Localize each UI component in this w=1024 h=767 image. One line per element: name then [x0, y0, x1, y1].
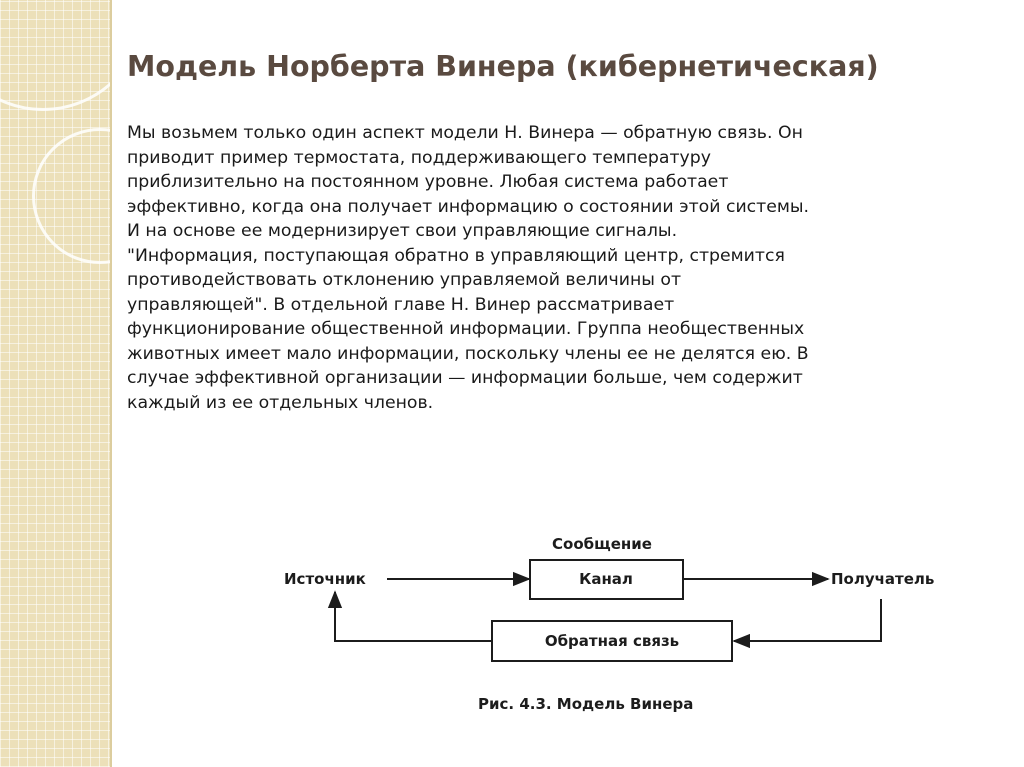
body-line: управляющей". В отдельной главе Н. Винер рассматривает [127, 294, 675, 315]
decorative-ring [32, 128, 112, 264]
body-line: эффективно, когда она получает информацию о состоянии этой системы. [127, 196, 810, 217]
body-line: Мы возьмем только один аспект модели Н. Винера — обратную связь. Он [127, 123, 803, 143]
source-label: Источник [284, 570, 366, 588]
body-line: каждый из ее отдельных членов. [127, 392, 434, 413]
body-line: И на основе ее модернизирует свои управляющие сигналы. [127, 221, 678, 241]
decorative-ring [0, 0, 112, 111]
side-panel-border [110, 0, 112, 767]
message-label: Сообщение [552, 535, 652, 553]
body-line: противодействовать отклонению управляемой величины от [127, 270, 682, 290]
figure-caption: Рис. 4.3. Модель Винера [478, 695, 694, 713]
channel-label: Канал [579, 570, 633, 588]
feedback-label: Обратная связь [544, 632, 680, 650]
feedback-to-source-arrow [335, 592, 491, 641]
body-line: функционирование общественной информации. Группа необщественных [127, 319, 805, 339]
body-line: животных имеет мало информации, поскольку члены ее не делятся ею. В [127, 343, 809, 364]
receiver-label: Получатель [831, 570, 935, 588]
slide-title: Модель Норберта Винера (кибернетическая) [127, 50, 879, 83]
wiener-model-diagram [270, 525, 970, 725]
receiver-to-feedback-arrow [734, 599, 881, 641]
body-line: "Информация, поступающая обратно в управляющий центр, стремится [127, 245, 785, 266]
decorative-side-panel [0, 0, 112, 767]
body-line: случае эффективной организации — информации больше, чем содержит [127, 368, 803, 388]
body-line: приблизительно на постоянном уровне. Любая система работает [127, 172, 729, 192]
slide-body-text [127, 121, 987, 415]
body-line: приводит пример термостата, поддерживающего температуру [127, 147, 711, 168]
